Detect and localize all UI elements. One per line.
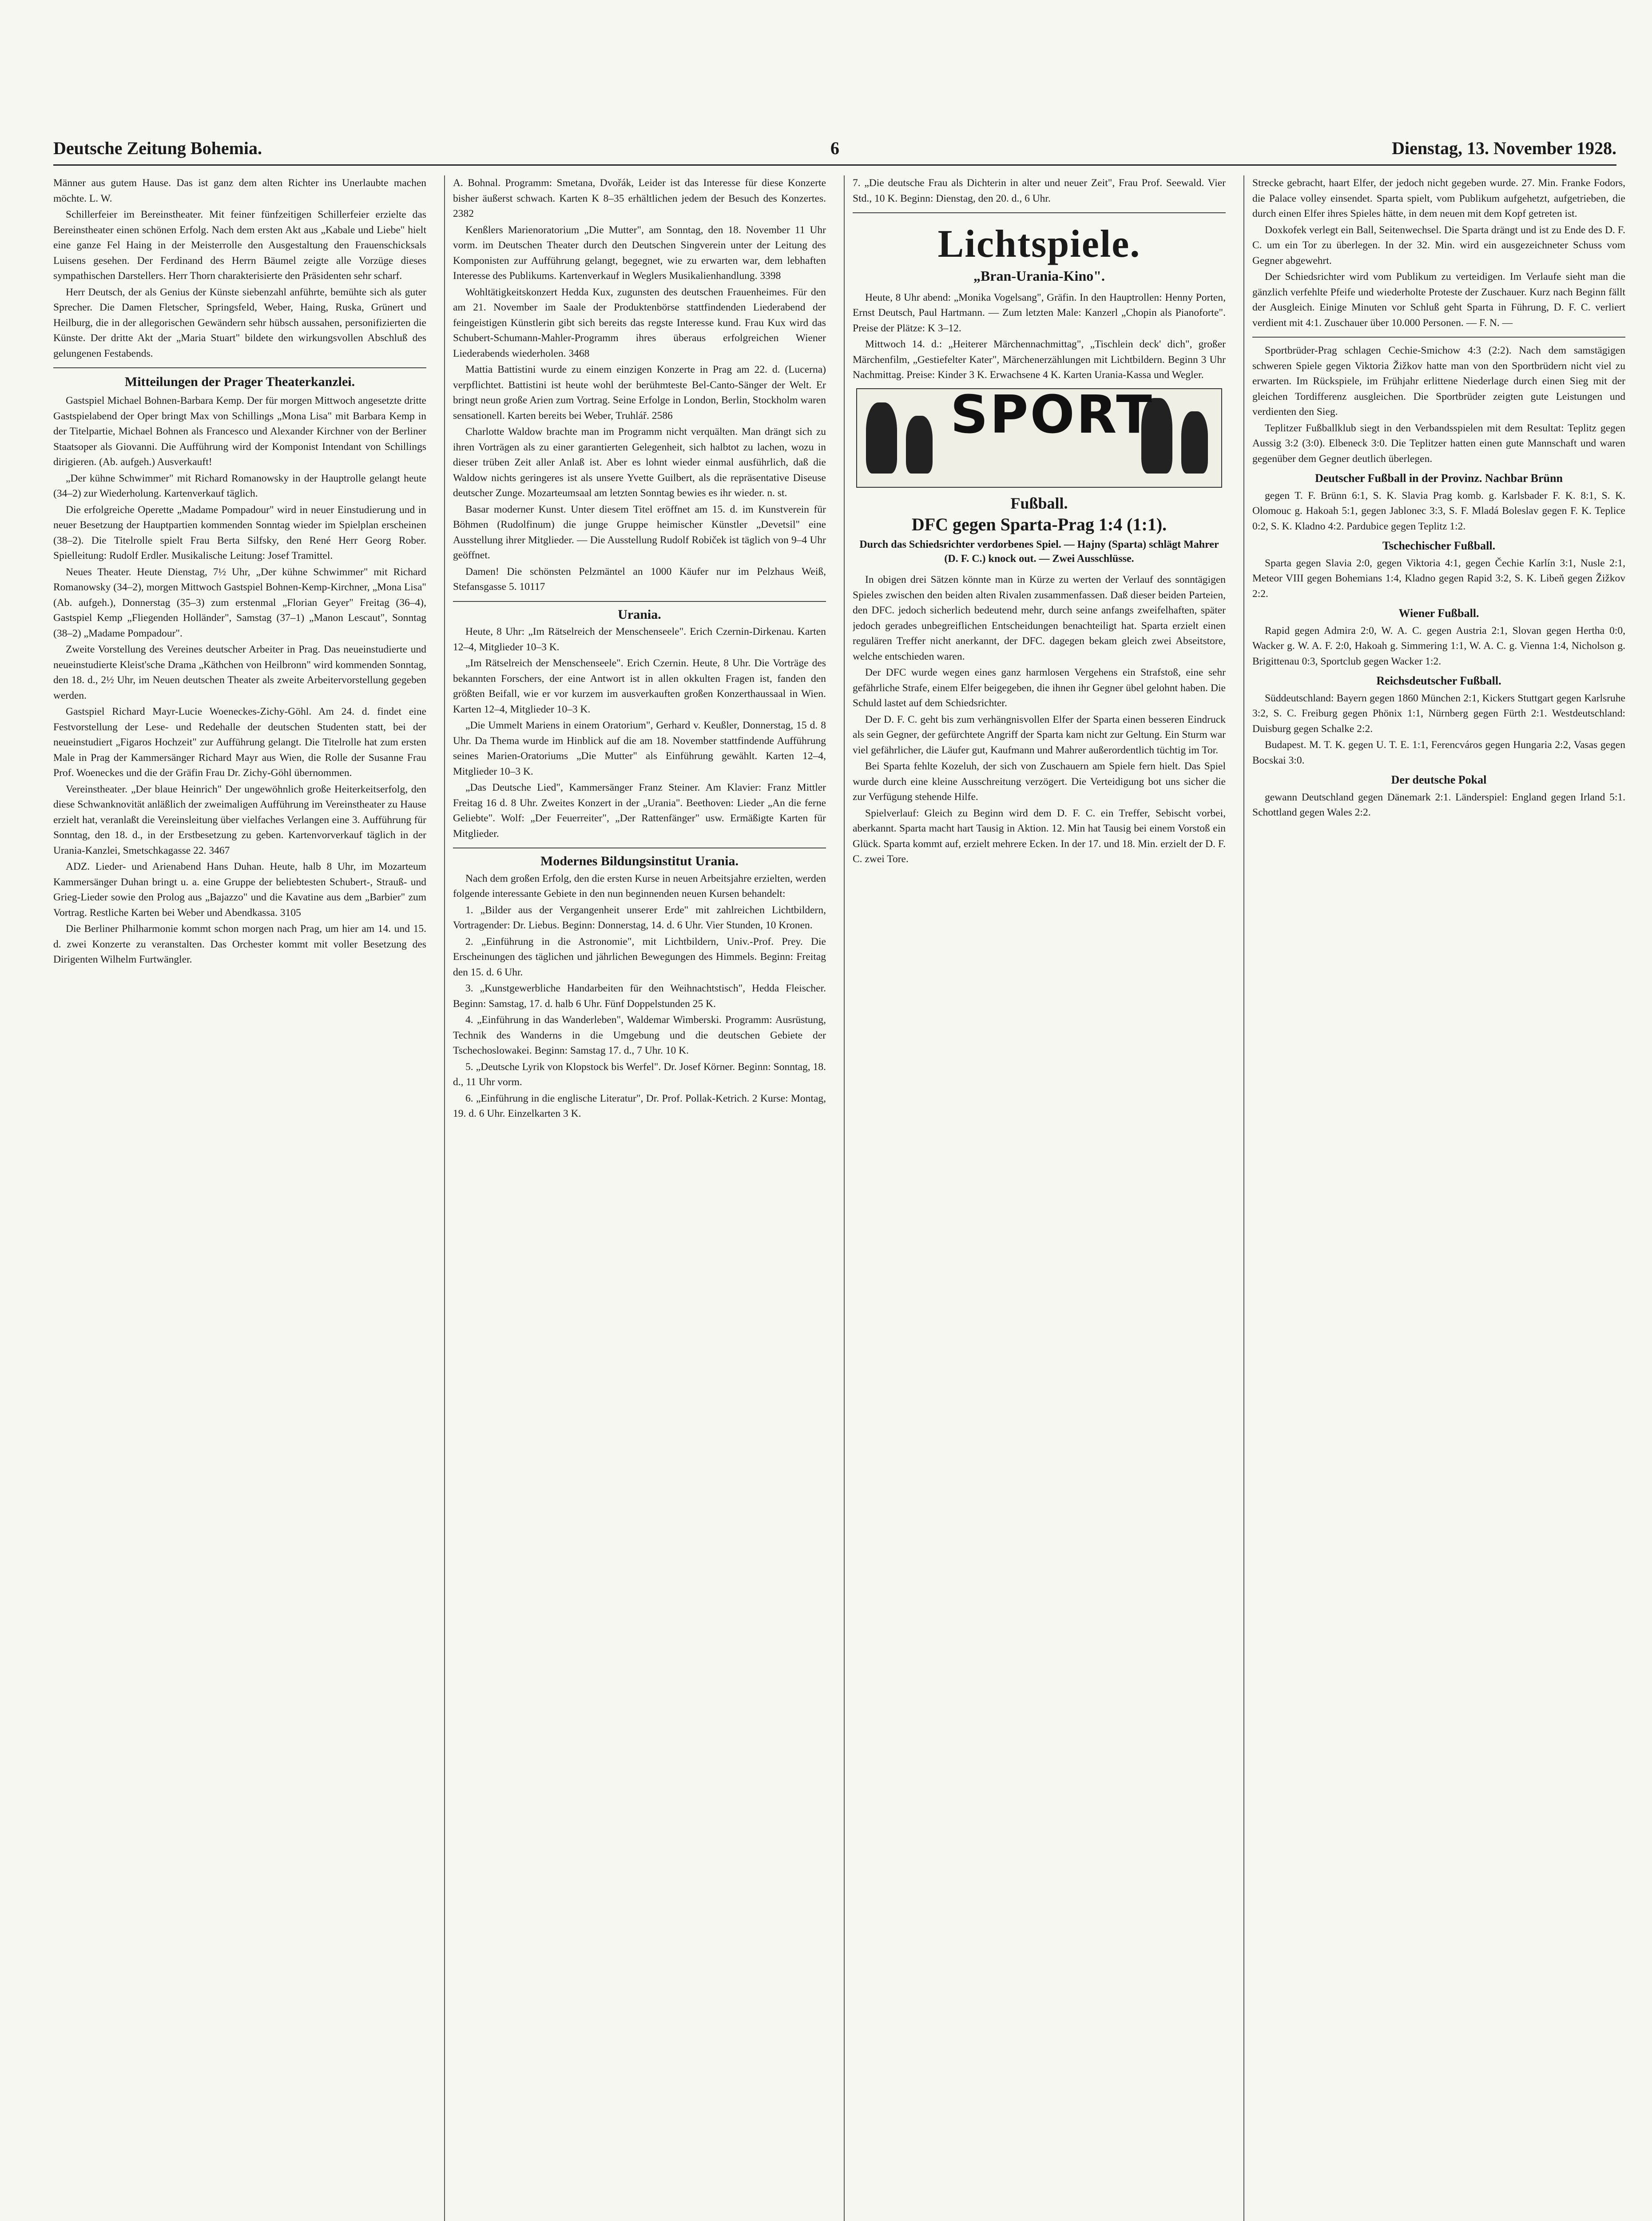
article-paragraph: gewann Deutschland gegen Dänemark 2:1. Länderspiel: England gegen Irland 5:1. Schottland gegen Wales 2:2. xyxy=(1252,791,1625,818)
newspaper-header xyxy=(53,133,1616,166)
lichtspiele-heading: Lichtspiele. xyxy=(937,223,1141,266)
article-paragraph: Nach dem großen Erfolg, den die ersten Kurse in neuen Arbeitsjahre erzielten, werden folgende interessante Gebiete in den nun beginnenden neuen Kursen behandelt: xyxy=(453,872,826,900)
column-1 xyxy=(53,175,426,2221)
section-heading: Wiener Fußball. xyxy=(1398,607,1479,620)
article-paragraph: Der Schiedsrichter wird vom Publikum zu verteidigen. Im Verlaufe sieht man die gänzlich verfehlte Pfeife und wiederholte Proteste der Zuschauer. Kurz nach Beginn fällt der Ausgleich. Einige Minuten vor Schluß geht Sparta in Führung, D. F. C. verliert verdient mit 4:1. Zuschauer über 10.000 Personen. — F. N. — xyxy=(1252,271,1625,329)
column-2 xyxy=(453,175,826,2221)
article-paragraph: Süddeutschland: Bayern gegen 1860 München 2:1, Kickers Stuttgart gegen Karlsruhe 3:2, S. C. Freiburg gegen Phönix 1:1, Nürnberg gegen Fürth 2:1. Westdeutschland: Duisburg gegen Schalke 2:2. xyxy=(1252,692,1625,735)
column-rule xyxy=(444,175,445,2221)
article-paragraph: „Im Rätselreich der Menschenseele". Erich Czernin. Heute, 8 Uhr. Die Vorträge des bekannten Forschers, der eine Antwort ist in allen okkulten Fragen ist, fanden den größten Beifall, wie er vor kurzem im ausverkauften großen Konzerthaussaal in Wien. Karten 12–4, Mitglieder 10–3 K. xyxy=(453,657,826,715)
article-paragraph: 7. „Die deutsche Frau als Dichterin in alter und neuer Zeit", Frau Prof. Seewald. Vier Std., 10 K. Beginn: Dienstag, den 20. d., 6 Uhr. xyxy=(853,177,1226,204)
article-paragraph: Die erfolgreiche Operette „Madame Pompadour" wird in neuer Einstudierung und in neuer Besetzung der Hauptpartien kommenden Sonntag wieder im Spielplan erscheinen (38–2). Die Titelrolle spielt Frau Berta Silfsky, den René Herr Georg Rober. Spielleitung: Rudolf Erdler. Musikalische Leitung: Josef Tramittel. xyxy=(53,504,426,561)
article-paragraph: Wohltätigkeitskonzert Hedda Kux, zugunsten des deutschen Frauenheimes. Für den am 21. November im Saale der Produktenbörse stattfindenden Liederabend der feingeistigen Künstlerin gibt sich bereits das regste Interesse kund. Frau Kux wird das Schubert-Schumann-Mahler-Programm ihres überaus erfolgreichen Wiener Liederabends wiederholen. 3468 xyxy=(453,286,826,359)
article-paragraph: Budapest. M. T. K. gegen U. T. E. 1:1, Ferencváros gegen Hungaria 2:2, Vasas gegen Bocskai 3:0. xyxy=(1252,739,1625,766)
article-paragraph: Schillerfeier im Bereinstheater. Mit feiner fünfzeitigen Schillerfeier erzielte das Bereinstheater einen schönen Erfolg. Nach dem ersten Akt aus „Kabale und Liebe" hielt eine ganze Fel Haing in der Meisterrolle den Ausgestaltung den Frauenschicksals Luisens gesehen. Der Ferdinand des Herrn Bäumel zeigte alle Vorzüge dieses sympathischen Darstellers. Herr Thorn charakterisierte den Präsidenten sehr scharf. xyxy=(53,209,426,282)
section-heading: Reichsdeutscher Fußball. xyxy=(1376,674,1501,687)
section-heading: Fußball. xyxy=(1010,494,1068,512)
athlete-figure xyxy=(866,402,897,474)
article-paragraph: Die Berliner Philharmonie kommt schon morgen nach Prag, um hier am 14. und 15. d. zwei Konzerte zu veranstalten. Das Orchester kommt mit voller Besetzung des Dirigenten Wilhelm Furtwängler. xyxy=(53,923,426,965)
match-subheadline: Durch das Schiedsrichter verdorbenes Spiel. — Hajny (Sparta) schlägt Mahrer (D. F. C.) knock out. — Zwei Ausschlüsse. xyxy=(859,539,1219,565)
column-4 xyxy=(1252,175,1625,2221)
athlete-figure xyxy=(906,416,933,474)
column-rule xyxy=(844,175,845,2221)
newspaper-title: Deutsche Zeitung Bohemia. xyxy=(53,138,262,158)
page-number: 6 xyxy=(830,138,839,158)
article-paragraph: Gastspiel Richard Mayr-Lucie Woeneckes-Zichy-Göhl. Am 24. d. findet eine Festvorstellung der Lese- und Redehalle der deutschen Studenten statt, bei der neueinstudiert „Figaros Hochzeit" zur Aufführung gelangt. Die Titelrolle hat zum ersten Male in Prag der Kammersänger Richard Mayr aus Wien, die Rolle der Susanne Frau Prof. Woeneckes und die der Gräfin Frau Dr. Zichy-Göhl übernommen. xyxy=(53,706,426,779)
article-paragraph: „Die Ummelt Mariens in einem Oratorium", Gerhard v. Keußler, Donnerstag, 15 d. 8 Uhr. Da Thema wurde im Hinblick auf die am 18. November stattfindende Aufführung seines Marien-Oratoriums „Die Mutter" als Einführung gewählt. Karten 12–4, Mitglieder 10–3 K. xyxy=(453,720,826,777)
article-paragraph: Kenßlers Marienoratorium „Die Mutter", am Sonntag, den 18. November 11 Uhr vorm. im Deutschen Theater durch den Deutschen Singverein unter der Leitung des Komponisten zur Aufführung gelangt, begegnet, wie zu erwarten war, dem lebhaften Interesse des Publikums. Kartenverkauf in Weglers Musikalienhandlung. 3398 xyxy=(453,224,826,282)
article-paragraph: 1. „Bilder aus der Vergangenheit unserer Erde" mit zahlreichen Lichtbildern, Vortragender: Dr. Liebus. Beginn: Donnerstag, 14. d. 6 Uhr. Vier Stunden, 10 Kronen. xyxy=(453,904,826,931)
article-paragraph: Damen! Die schönsten Pelzmäntel an 1000 Käufer nur im Pelzhaus Weiß, Stefansgasse 5. 10117 xyxy=(453,565,826,593)
section-heading: Mitteilungen der Prager Theaterkanzlei. xyxy=(124,374,355,389)
article-paragraph: Rapid gegen Admira 2:0, W. A. C. gegen Austria 2:1, Slovan gegen Hertha 0:0, Wacker g. W. A. F. 2:0, Hakoah g. Simmering 1:1, W. A. C. g. Vienna 1:4, Nicholson g. Brigittenau 0:3, Sportclub gegen Wacker 1:2. xyxy=(1252,625,1625,667)
article-paragraph: Bei Sparta fehlte Kozeluh, der sich von Zuschauern am Spiele fern hielt. Das Spiel wurde durch eine kleine Ausschreitung verzögert. Die Verteidigung bot uns sicher die zur Verfügung stehende Hilfe. xyxy=(853,760,1226,803)
column-3 xyxy=(853,175,1226,2221)
article-paragraph: Herr Deutsch, der als Genius der Künste siebenzahl anführte, bemühte sich als guter Sprecher. Die Damen Fletscher, Springsfeld, Weber, Haing, Ruska, Grünert und Heilburg, die in der allegorischen Gewändern sehr hübsch aussahen, personifizierten die Künste. Der dritte Akt der „Maria Stuart" bildete den wirkungsvollen Abschluß des gelungenen Festabends. xyxy=(53,286,426,359)
divider xyxy=(453,601,826,602)
section-heading: Urania. xyxy=(618,607,661,622)
athlete-figure xyxy=(1181,411,1208,474)
article-paragraph: gegen T. F. Brünn 6:1, S. K. Slavia Prag komb. g. Karlsbader F. K. 8:1, S. K. Olomouc g. Hakoah 5:1, gegen Jablonec 3:3, S. F. Mladá Boleslav gegen F. K. Teplice 0:2, S. K. Kladno 4:2. Pardubice gegen Teplitz 1:2. xyxy=(1252,490,1625,532)
article-paragraph: A. Bohnal. Programm: Smetana, Dvořák, Leider ist das Interesse für diese Konzerte bisher äußerst schwach. Karten K 8–35 erhältlichen jedem der Besuch des Konzertes. 2382 xyxy=(453,177,826,219)
article-paragraph: Strecke gebracht, haart Elfer, der jedoch nicht gegeben wurde. 27. Min. Franke Fodors, die Palace volley einsendet. Sparta spielt, vom Publikum aufgehetzt, aufgetrieben, die durch einen Elfer ihres Spieles hätte, in dem neuen mit dem Kopf getreten ist. xyxy=(1252,177,1625,219)
match-headline: DFC gegen Sparta-Prag 1:4 (1:1). xyxy=(911,514,1167,534)
article-paragraph: 3. „Kunstgewerbliche Handarbeiten für den Weihnachtstisch", Hedda Fleischer. Beginn: Samstag, 17. d. halb 6 Uhr. Fünf Doppelstunden 25 K. xyxy=(453,983,826,1010)
article-paragraph: Mittwoch 14. d.: „Heiterer Märchennachmittag", „Tischlein deck' dich", großer Märchenfilm, „Gestiefelter Kater", Märchenerzählungen mit Lichtbildern. Beginn 3 Uhr Nachmittag. Preise: Kinder 3 K. Erwachsene 4 K. Karten Urania-Kassa und Wegler. xyxy=(853,338,1226,381)
article-paragraph: Heute, 8 Uhr abend: „Monika Vogelsang", Gräfin. In den Hauptrollen: Henny Porten, Ernst Deutsch, Paul Hartmann. — Zum letzten Male: Kanzerl „Chopin als Pianoforte". Preise der Plätze: K 3–12. xyxy=(853,291,1226,334)
section-heading: Modernes Bildungsinstitut Urania. xyxy=(540,854,739,868)
article-paragraph: Doxkofek verlegt ein Ball, Seitenwechsel. Die Sparta drängt und ist zu Ende des D. F. C. um ein Tor zu überlegen. In der 32. Min. wird ein ausgezeichneter Schuss vom Gegner abgewehrt. xyxy=(1252,224,1625,267)
article-paragraph: Der DFC wurde wegen eines ganz harmlosen Vergehens ein Strafstoß, eine sehr gefährliche Strafe, einem Elfer beigegeben, die ihnen ihr Gegner übel gelohnt haben. Die Schuld lastet auf dem Schiedsrichter. xyxy=(853,667,1226,709)
article-paragraph: „Das Deutsche Lied", Kammersänger Franz Steiner. Am Klavier: Franz Mittler Freitag 16 d. 8 Uhr. Zweites Konzert in der „Urania". Beethoven: Lieder „An die ferne Geliebte". Wolf: „Der Feuerreiter", „Der Rattenfänger" usw. Ermäßigte Karten für Mitglieder. xyxy=(453,782,826,840)
divider xyxy=(53,367,426,368)
article-paragraph: Heute, 8 Uhr: „Im Rätselreich der Menschenseele". Erich Czernin-Dirkenau. Karten 12–4, Mitglieder 10–3 K. xyxy=(453,626,826,653)
section-heading: Deutscher Fußball in der Provinz. Nachbar Brünn xyxy=(1315,472,1563,485)
section-heading: Der deutsche Pokal xyxy=(1391,773,1487,786)
article-paragraph: Teplitzer Fußballklub siegt in den Verbandsspielen mit dem Resultat: Teplitz gegen Aussig 3:2 (3:0). Elbeneck 3:0. Die Teplitzer hatten einen gute Mannschaft und waren gegenüber dem Gegner deutlich überlegen. xyxy=(1252,422,1625,465)
article-paragraph: 6. „Einführung in die englische Literatur", Dr. Prof. Pollak-Ketrich. 2 Kurse: Montag, 19. d. 6 Uhr. Einzelkarten 3 K. xyxy=(453,1092,826,1119)
article-paragraph: Mattia Battistini wurde zu einem einzigen Konzerte in Prag am 22. d. (Lucerna) verpflichtet. Battistini ist heute wohl der berühmteste Bel-Canto-Sänger der Welt. Er bringt neun große Arien zum Vortrag. Seine Erfolge in London, Berlin, Stockholm waren sensationell. Karten bereits bei Weber, Truhlář. 2586 xyxy=(453,364,826,422)
article-paragraph: Gastspiel Michael Bohnen-Barbara Kemp. Der für morgen Mittwoch angesetzte dritte Gastspielabend der Oper bringt Max von Schillings „Mona Lisa" mit Barbara Kemp in der Titelpartie, Michael Bohnen als Francesco und Alexander Kirchner von der Berliner Staatsoper als Giovanni. Die Aufführung wird der Komponist Intendant von Schillings dirigieren. (Ab. aufgeh.) Ausverkauft! xyxy=(53,395,426,468)
article-paragraph: Männer aus gutem Hause. Das ist ganz dem alten Richter ins Unerlaubte machen möchte. L. W. xyxy=(53,177,426,204)
article-paragraph: Charlotte Waldow brachte man im Programm nicht verquälten. Man drängt sich zu ihren Vorträgen als zu einer garantierten Gelegenheit, sich halbtot zu lachen, wozu in dieser trüben Zeit aller Anlaß ist. Aber es lohnt wieder einmal ausführlich, daß die Waldow nichts geringeres ist als unsere Yvette Guilbert, als die repräsentative Diseuse deutscher Zunge. Mozarteumsaal am letzten Sonntag bewies es ihr wieder. n. st. xyxy=(453,426,826,499)
article-paragraph: Neues Theater. Heute Dienstag, 7½ Uhr, „Der kühne Schwimmer" mit Richard Romanowsky (34–2), morgen Mittwoch Gastspiel Bohnen-Kemp-Kirchner, „Mona Lisa" (Ab. aufgeh.), Donnerstag (35–3) zum erstenmal „Florian Geyer" Freitag (36–4), Gastspiel Kemp „Fliegenden Holländer", Samstag (37–1) „Manon Lescaut", Sonntag (38–2) „Madame Pompadour". xyxy=(53,566,426,639)
sport-banner-text: SPORT xyxy=(950,383,1154,445)
article-paragraph: „Der kühne Schwimmer" mit Richard Romanowsky in der Hauptrolle gelangt heute (34–2) zur Wiederholung. Kartenverkauf täglich. xyxy=(53,472,426,499)
divider xyxy=(853,212,1226,213)
section-heading: Tschechischer Fußball. xyxy=(1382,539,1496,552)
article-paragraph: Spielverlauf: Gleich zu Beginn wird dem D. F. C. ein Treffer, Sebischt vorbei, aberkannt. Sparta macht hart Tausig in Aktion. 12. Min hat Tausig bei einem Vorstoß ein Glück. Sparta kommt auf, erzielt mehrere Ecken. In der 17. und 18. Min. erzielt der D. F. C. zwei Tore. xyxy=(853,807,1226,865)
article-paragraph: 5. „Deutsche Lyrik von Klopstock bis Werfel". Dr. Josef Körner. Beginn: Sonntag, 18. d., 11 Uhr vorm. xyxy=(453,1061,826,1088)
article-paragraph: Der D. F. C. geht bis zum verhängnisvollen Elfer der Sparta einen besseren Eindruck als sein Gegner, der gefürchtete Angriff der Sparta kam nicht zur Geltung. Ein Sturm war viel gefährlicher, die Läufer gut, Kaufmann und Mahrer außerordentlich tüchtig im Tor. xyxy=(853,713,1226,756)
article-paragraph: Zweite Vorstellung des Vereines deutscher Arbeiter in Prag. Das neueinstudierte und neueinstudierte Kleist'sche Drama „Käthchen von Heilbronn" wird kommenden Sonntag, den 18. d., 2½ Uhr, im Neuen deutschen Theater als zweite Arbeitervorstellung gegeben werden. xyxy=(53,644,426,701)
sport-banner-illustration xyxy=(856,383,1222,488)
article-paragraph: In obigen drei Sätzen könnte man in Kürze zu werten der Verlauf des sonntägigen Spieles zwischen den beiden alten Rivalen zusammenfassen. Daß dieser beiden Parteien, den DFC. jedoch sicherlich bedeutend mehr, durch seine anfangs zweifelhaften, später jedoch gerades unbegreiflichen Entscheidungen benachteiligt hat. Sparta erzielt einen regulären Treffer nicht anerkannt, der DFC. dagegen bekam gleich zwei Abseitstore, welche entschieden waren. xyxy=(853,574,1226,662)
column-rule xyxy=(1243,175,1244,2221)
article-paragraph: ADZ. Lieder- und Arienabend Hans Duhan. Heute, halb 8 Uhr, im Mozarteum Kammersänger Duhan bringt u. a. eine Gruppe der beliebtesten Schubert-, Strauß- und Grieg-Lieder sowie den Prolog aus „Bajazzo" und die Kavatine aus dem „Barbier" zum Vortrag. Restliche Karten bei Weber und Abendkassa. 3105 xyxy=(53,861,426,919)
article-paragraph: Basar moderner Kunst. Unter diesem Titel eröffnet am 15. d. im Kunstverein für Böhmen (Rudolfinum) die junge Gruppe heimischer Künstler „Devetsil" eine Ausstellung ihrer Mitglieder. — Die Ausstellung Rudolf Robiček ist täglich von 9–4 Uhr geöffnet. xyxy=(453,503,826,561)
article-paragraph: Sparta gegen Slavia 2:0, gegen Viktoria 4:1, gegen Čechie Karlín 3:1, Nusle 2:1, Meteor VIII gegen Bohemians 1:4, Kladno gegen Rapid 3:2, S. K. Libeň gegen Žižkov 2:2. xyxy=(1252,557,1625,600)
issue-date: Dienstag, 13. November 1928. xyxy=(1392,138,1616,158)
article-paragraph: Vereinstheater. „Der blaue Heinrich" Der ungewöhnlich große Heiterkeitserfolg, den diese Schwanknovität anläßlich der zweimaligen Aufführung im Vereinstheater zu Hause erzielt hat, veranlaßt die Vereinsleitung über vielfaches Verlangen eine 3. Aufführung für Sonntag, den 18. d., in der Erstbesetzung zu geben. Kartenvorverkauf täglich in der Urania-Kanzlei, Smetschkagasse 22. 3467 xyxy=(53,783,426,856)
article-paragraph: 2. „Einführung in die Astronomie", mit Lichtbildern, Univ.-Prof. Prey. Die Erscheinungen des täglichen und jährlichen Bewegungen des Himmels. Beginn: Freitag den 15. d. 6 Uhr. xyxy=(453,935,826,978)
article-paragraph: Sportbrüder-Prag schlagen Cechie-Smichow 4:3 (2:2). Nach dem samstägigen schweren Spiele gegen Viktoria Žižkov hatte man von den Sportbrüdern nicht viel zu erwarten. Im Rückspiele, im Frühjahr erlittene Niederlage durch einen Sieg mit der gleichen Tordifferenz ausgleichen. Die Sportbrüder zeigten gute Leistungen und verdienten den Sieg. xyxy=(1252,345,1625,418)
article-paragraph: 4. „Einführung in das Wanderleben", Waldemar Wimberski. Programm: Ausrüstung, Technik des Wanderns in die Umgebung und die deutschen Gebiete der Tschechoslowakei. Beginn: Samstag 17. d., 7 Uhr. 10 K. xyxy=(453,1014,826,1056)
divider xyxy=(1252,337,1625,338)
cinema-name: „Bran-Urania-Kino". xyxy=(973,268,1105,284)
